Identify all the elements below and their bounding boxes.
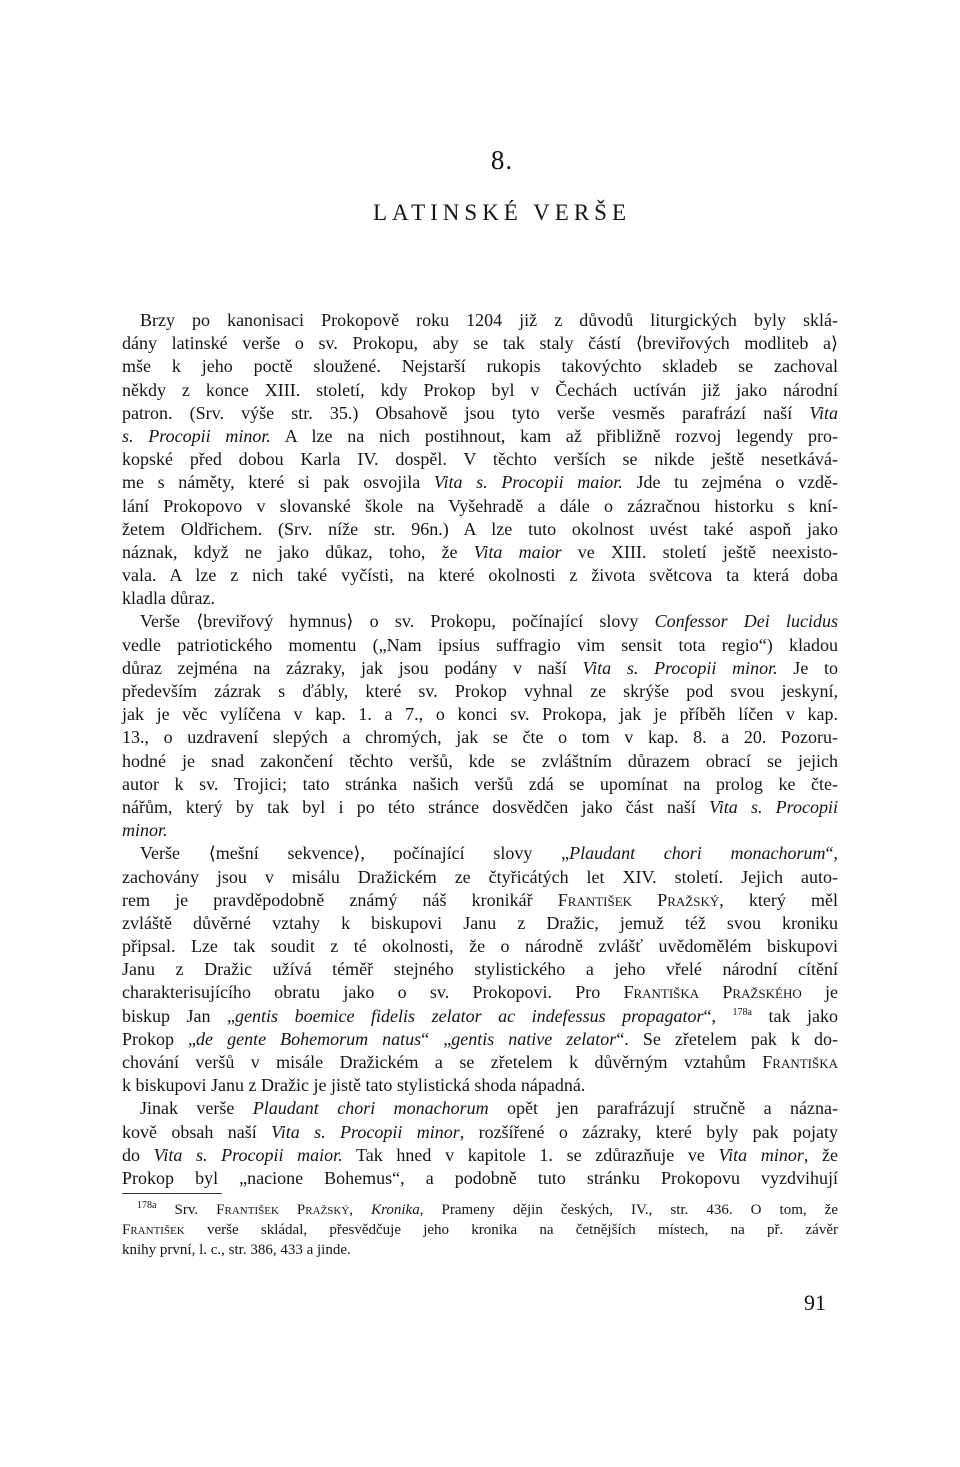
footnote-reference[interactable]: 178a [732, 1006, 752, 1018]
paragraph-1 [122, 309, 838, 610]
text-line: Brzy po kanonisaci Prokopově roku 1204 již z důvodů liturgických byly sklá- [140, 310, 838, 330]
footnote [122, 1201, 838, 1260]
text-line: kově obsah naší Vita s. Procopii minor, rozšířené o zázraky, které byly pak pojaty [122, 1121, 838, 1142]
chapter-title: LATINSKÉ VERŠE [372, 200, 632, 225]
text-line: nářům, který by tak byl i po této stránce dosvědčen jako část naší Vita s. Procopii [122, 796, 838, 817]
text-line: chování veršů v misále Dražickém a se zřetelem k důvěrným vztahům Františka [122, 1052, 838, 1072]
text-line: dány latinské verše o sv. Prokopu, aby se tak staly částí ⟨breviřových modliteb a⟩ [122, 333, 838, 354]
text-line: Janu z Dražic užívá téměř stejného stylistického a jeho vřelé národní cítění [122, 959, 838, 980]
text-line: jak je věc vylíčena v kap. 1. a 7., o konci sv. Prokopa, jak je příběh líčen v kap. [122, 704, 838, 725]
paragraph-2 [122, 610, 838, 842]
text-line: knihy první, l. c., str. 386, 433 a jinde. [122, 1241, 351, 1258]
footnote-marker: 178a [137, 1200, 157, 1211]
text-line: vedle patriotického momentu („Nam ipsius suffragio vim sensit tota regio“) kladou [122, 634, 838, 655]
paragraph-4 [122, 1097, 838, 1190]
text-line: především zázrak s ďábly, které sv. Prokop vyhnal ze skrýše pod svou jeskyní, [122, 681, 838, 701]
page-number: 91 [804, 1290, 826, 1315]
text-line: kladla důraz. [122, 588, 215, 609]
footnote-divider [122, 1193, 222, 1194]
text-line: Jinak verše Plaudant chori monachorum opět jen parafrázují stručně a názna- [140, 1098, 838, 1119]
text-line: mše k jeho poctě sloužené. Nejstarší rukopis takovýchto skladeb se zachoval [122, 356, 838, 377]
text-line: minor. [122, 820, 168, 841]
text-line: vala. A lze z nich také vyčísti, na které okolnosti z života světcova ta která doba [122, 565, 838, 586]
text-line: Verše ⟨breviřový hymnus⟩ o sv. Prokopu, počínající slovy Confessor Dei lucidus [140, 611, 838, 632]
text-line: s. Procopii minor. A lze na nich postihnout, kam až přibližně rozvoj legendy pro- [122, 425, 838, 446]
text-line: biskup Jan „gentis boemice fidelis zelator ac indefessus propagator“, $^{178a}$ tak jako [122, 1005, 838, 1026]
text-line: rem je pravděpodobně známý náš kronikář František Pražský, který měl [122, 889, 838, 910]
text-line: zvláště důvěrné vztahy k biskupovi Janu z Dražic, jemuž též svou kroniku [122, 912, 838, 933]
text-line: autor k sv. Trojici; tato stránka našich veršů zdá se upomínat na prolog ke čte- [122, 773, 838, 794]
text-line: Prokop „de gente Bohemorum natus“ „gentis native zelator“. Se zřetelem pak k do- [122, 1028, 838, 1049]
text-line: kopské před dobou Karla IV. dospěl. V těchto verších se nikde ještě nesetkává- [122, 449, 838, 470]
text-line: 13., o uzdravení slepých a chromých, jak se čte o tom v kap. 8. a 20. Pozoru- [122, 727, 838, 748]
text-line: Prokop byl „nacione Bohemus“, a podobně tuto stránku Prokopovu vyzdvihují [122, 1167, 838, 1188]
text-line: zachovány jsou v misálu Dražickém ze čtyřicátých let XIV. století. Jejich auto- [122, 866, 838, 887]
text-line: důraz zejména na zázraky, jak jsou podány v naší Vita s. Procopii minor. Je to [122, 657, 839, 678]
paragraph-3 [122, 842, 838, 1097]
text-line: hodné je snad zakončení těchto veršů, kde se zvláštním důrazem obrací se jejich [122, 750, 838, 771]
main-text [122, 309, 838, 1190]
chapter-number: 8. [490, 145, 514, 175]
text-line: patron. (Srv. výše str. 35.) Obsahově jsou tyto verše vesměs parafrází naší Vita [122, 402, 838, 423]
text-line: žetem Oldřichem. (Srv. níže str. 96n.) A lze tuto okolnost uvést také aspoň jako [122, 518, 838, 539]
text-line: někdy z konce XIII. století, kdy Prokop byl v Čechách uctíván již jako národní [122, 379, 838, 400]
text-line: lání Prokopovo v slovanské škole na Vyšehradě a dále o zázračnou historku s kní- [122, 495, 838, 516]
text-line: $^{178a}$ Srv. František Pražský, Kronika, Prameny dějin českých, IV., str. 436. O tom, že [137, 1200, 838, 1218]
text-line: František verše skládal, přesvědčuje jeho kronika na četnějších místech, na př. závěr [122, 1221, 838, 1238]
text-line: připsal. Lze tak soudit z té okolnosti, že o národně zvlášť uvědomělém biskupovi [122, 936, 838, 957]
text-line: náznak, když ne jako důkaz, toho, že Vita maior ve XIII. století ještě neexisto- [122, 541, 838, 562]
text-line: charakterisujícího obratu jako o sv. Prokopovi. Pro Františka Pražského je [122, 982, 838, 1003]
text-line: Verše ⟨mešní sekvence⟩, počínající slovy „Plaudant chori monachorum“, [140, 843, 839, 864]
text-line: do Vita s. Procopii maior. Tak hned v kapitole 1. se zdůrazňuje ve Vita minor, že [122, 1144, 839, 1165]
text-line: me s náměty, které si pak osvojila Vita s. Procopii maior. Jde tu zejména o vzdě- [122, 472, 838, 493]
text-line: k biskupovi Janu z Dražic je jistě tato stylistická shoda nápadná. [122, 1075, 586, 1096]
